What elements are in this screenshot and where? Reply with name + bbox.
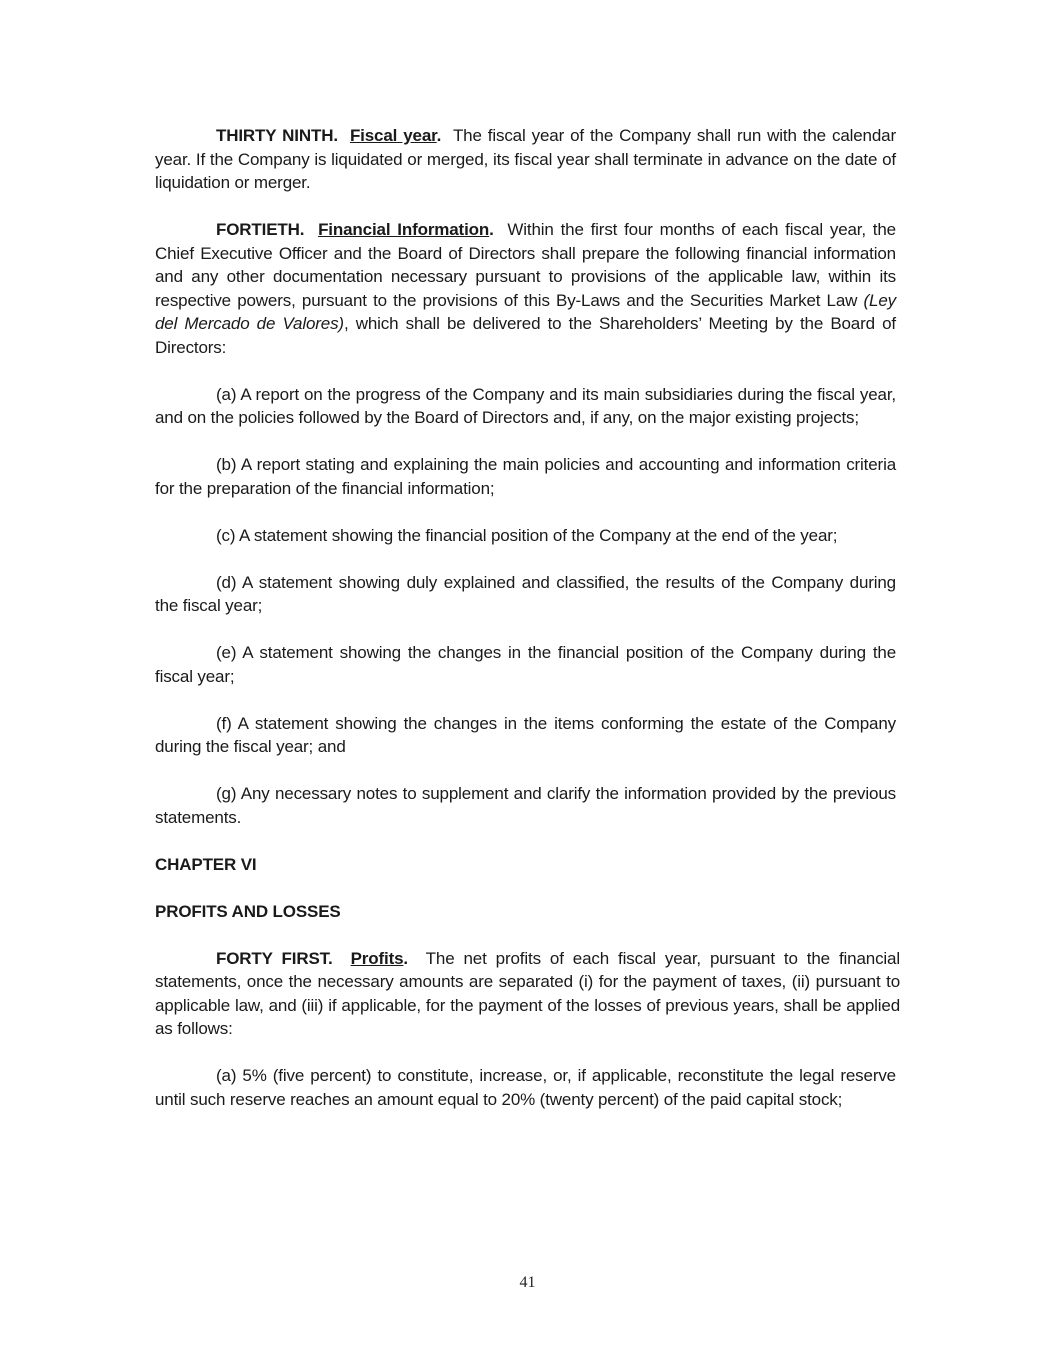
article-text: The net profits of each fiscal year, pursuant to the financial statements, once the necessary amounts are separated (i) for the payment of taxes, (ii) pursuant to applicable law, and (iii) if applicable, for the payment of the losses of previous years, shall be applied as follows: (155, 948, 900, 1038)
list-item: (a) 5% (five percent) to constitute, increase, or, if applicable, reconstitute the legal reserve until such reserve reaches an amount equal to 20% (twenty percent) of the paid capital stock; (155, 1066, 896, 1109)
list-item: (f) A statement showing the changes in the items conforming the estate of the Company during the fiscal year; and (155, 713, 896, 756)
list-item: (e) A statement showing the changes in the financial position of the Company during the fiscal year; (155, 643, 896, 686)
article-thirty-ninth: THIRTY NINTH. Fiscal year. The fiscal year of the Company shall run with the calendar year. If the Company is liquidated or merged, its fiscal year shall terminate in advance on the date of liquidation or merger. (155, 126, 896, 192)
article-forty-first: FORTY FIRST. Profits. The net profits of each fiscal year, pursuant to the financial statements, once the necessary amounts are separated (i) for the payment of taxes, (ii) pursuant to applicable law, and (iii) if applicable, for the payment of the losses of previous years, shall be applied as follows: (155, 948, 900, 1038)
list-item: (a) A report on the progress of the Company and its main subsidiaries during the fiscal year, and on the policies followed by the Board of Directors and, if any, on the major existing projects; (155, 384, 896, 427)
list-item: (c) A statement showing the financial position of the Company at the end of the year; (216, 525, 838, 545)
document-page (155, 124, 900, 1135)
list-item: (g) Any necessary notes to supplement and clarify the information provided by the previous statements. (155, 784, 896, 827)
article-text: Within the first four months of each fiscal year, the Chief Executive Officer and the Board of Directors shall prepare the following financial information and any other documentation necessary pursuant to provisions of the applicable law, within its respective powers, pursuant to the provisions of this By-Laws and the Securities Market Law (155, 220, 896, 310)
article-text-continued: , which shall be delivered to the Shareholders’ Meeting by the Board of Directors: (155, 314, 896, 357)
article-number: FORTIETH. (216, 220, 305, 239)
article-number: FORTY FIRST. (216, 948, 333, 968)
article-title: Financial Information (318, 220, 490, 239)
article-text: The fiscal year of the Company shall run with the calendar year. If the Company is liquidated or merged, its fiscal year shall terminate in advance on the date of liquidation or merger. (155, 126, 896, 192)
article-number: THIRTY NINTH. (216, 126, 338, 145)
chapter-number: CHAPTER VI (155, 854, 257, 874)
list-item: (d) A statement showing duly explained and classified, the results of the Company during the fiscal year; (155, 572, 896, 615)
page-number: 41 (519, 1274, 536, 1291)
chapter-title: PROFITS AND LOSSES (155, 901, 341, 921)
article-title: Fiscal year (349, 126, 437, 145)
article-fortieth: FORTIETH. Financial Information. Within the first four months of each fiscal year, the Chief Executive Officer and the Board of Directors shall prepare the following financial information and any other documentation necessary pursuant to provisions of the applicable law, within its respective powers, pursuant to the provisions of this By-Laws and the Securities Market Law (Ley del Mercado de Valores), which shall be delivered to the Shareholders’ Meeting by the Board of Directors: (155, 220, 896, 357)
article-title: Profits (350, 948, 404, 968)
list-item: (b) A report stating and explaining the main policies and accounting and information criteria for the preparation of the financial information; (155, 455, 896, 498)
article-text-italic: (Ley del Mercado de Valores) (155, 290, 896, 333)
